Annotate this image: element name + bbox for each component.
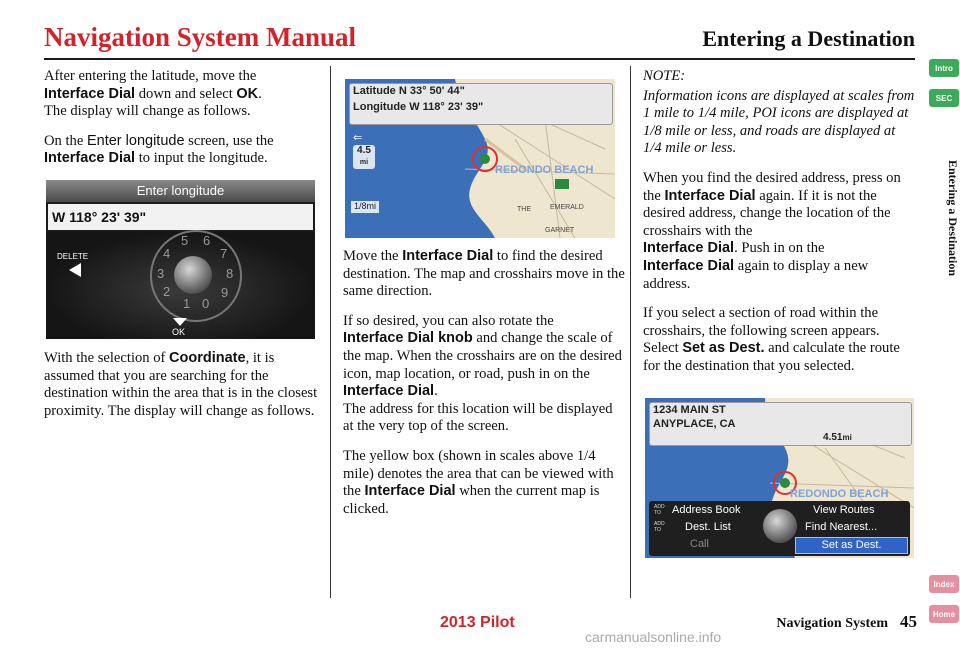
- digit[interactable]: 2: [163, 284, 171, 299]
- menu-view-routes[interactable]: View Routes: [813, 504, 875, 516]
- longitude-text: Longitude W 118° 23' 39": [353, 101, 484, 113]
- down-arrow-icon[interactable]: [173, 318, 187, 326]
- street-label: EMERALD: [550, 204, 584, 211]
- menu-address-book[interactable]: Address Book: [672, 504, 741, 516]
- set-as-dest-button[interactable]: Set as Dest.: [795, 537, 908, 554]
- paragraph: If so desired, you can also rotate the Interface Dial knob and change the scale of the map. When the crosshairs are on the desired icon, map location, or road, push in on the Interface Dial. The address for this location will be displayed at the very top of the screen.: [343, 312, 622, 435]
- digit[interactable]: 9: [221, 285, 229, 300]
- map-screen-2: [645, 398, 914, 558]
- column-3: [643, 68, 915, 388]
- side-section-label: Entering a Destination: [946, 160, 960, 277]
- tab-index[interactable]: Index: [929, 575, 959, 593]
- paragraph: The yellow box (shown in scales above 1/4 mile) denotes the area that can be viewed with the Interface Dial when the current map is clicked.: [343, 447, 614, 517]
- menu-dest-list[interactable]: Dest. List: [685, 521, 731, 533]
- street-label: GARNET: [545, 227, 575, 234]
- left-arrow-icon[interactable]: [69, 263, 81, 277]
- digit[interactable]: 4: [163, 246, 171, 261]
- footer-nav: Navigation System 45: [776, 612, 917, 631]
- digit[interactable]: 3: [157, 266, 165, 281]
- note-text: Information icons are displayed at scales from 1 mile to 1/4 mile, POI icons are displayed at 1/8 mile or less, and roads are displayed at 1/4 mile or less.: [643, 87, 915, 157]
- street-label: THE: [517, 206, 531, 213]
- place-label: REDONDO BEACH: [495, 164, 594, 176]
- add-to-icon: ADD TO: [654, 521, 665, 533]
- tab-home[interactable]: Home: [929, 605, 959, 623]
- menu-find-nearest[interactable]: Find Nearest...: [805, 521, 878, 533]
- digit[interactable]: 5: [181, 233, 189, 248]
- paragraph: After entering the latitude, move the Interface Dial down and select OK. The display will change as follows.: [44, 68, 262, 120]
- paragraph: With the selection of Coordinate, it is assumed that you are searching for the destination within the area that is in the closest proximity. The display will change as follows.: [44, 350, 318, 419]
- digit[interactable]: 7: [220, 246, 228, 261]
- distance-readout: 4.51mi: [823, 432, 852, 443]
- manual-title: Navigation System Manual: [44, 22, 357, 52]
- enter-longitude-screen: [46, 180, 315, 339]
- tab-intro[interactable]: Intro: [929, 59, 959, 77]
- tab-sec[interactable]: SEC: [929, 89, 959, 107]
- header-rule: [44, 58, 915, 60]
- paragraph: If you select a section of road within the crosshairs, the following screen appears. Select Set as Dest. and calculate the route for the destination that you selected.: [643, 305, 900, 374]
- column-divider: [630, 66, 631, 598]
- model-label: 2013 Pilot: [440, 614, 515, 631]
- longitude-value: W 118° 23' 39": [48, 204, 313, 230]
- paragraph: Move the Interface Dial to find the desired destination. The map and crosshairs move in the same direction.: [343, 248, 625, 300]
- ok-label[interactable]: OK: [172, 327, 186, 337]
- distance-badge: 4.5 mi: [353, 145, 375, 169]
- latitude-text: Latitude N 33° 50' 44": [353, 85, 465, 97]
- note-label: NOTE:: [643, 68, 686, 84]
- column-divider: [330, 66, 331, 598]
- screen-header: Enter longitude: [46, 180, 315, 202]
- column-1-lower: [44, 350, 326, 432]
- column-1: [44, 68, 324, 180]
- place-label: REDONDO BEACH: [790, 488, 889, 500]
- paragraph: When you find the desired address, press on the Interface Dial again. If it is not the desired address, change the location of the crosshairs with the Interface Dial. Push in on the Interface Dial again to display a new address.: [643, 169, 901, 292]
- map-screen-1: [345, 79, 615, 238]
- digit[interactable]: 8: [226, 266, 234, 281]
- address-line-2: ANYPLACE, CA: [653, 418, 736, 430]
- add-to-icon: ADD TO: [654, 504, 665, 516]
- digit[interactable]: 1: [183, 296, 191, 311]
- section-title: Entering a Destination: [702, 26, 915, 51]
- interface-dial-knob[interactable]: [763, 509, 797, 543]
- digit[interactable]: 6: [203, 233, 211, 248]
- column-2: [343, 248, 625, 530]
- address-line-1: 1234 MAIN ST: [653, 404, 726, 416]
- paragraph: On the Enter longitude screen, use the Interface Dial to input the longitude.: [44, 132, 274, 167]
- menu-call[interactable]: Call: [690, 538, 709, 550]
- delete-label[interactable]: DELETE: [57, 252, 89, 261]
- watermark: carmanualsonline.info: [585, 629, 722, 645]
- digit[interactable]: 0: [202, 296, 210, 311]
- page-number: 45: [900, 612, 917, 631]
- interface-dial-knob[interactable]: [174, 256, 212, 294]
- direction-arrow-icon: ⇐: [353, 132, 363, 144]
- map-scale[interactable]: 1/8mi: [351, 201, 379, 213]
